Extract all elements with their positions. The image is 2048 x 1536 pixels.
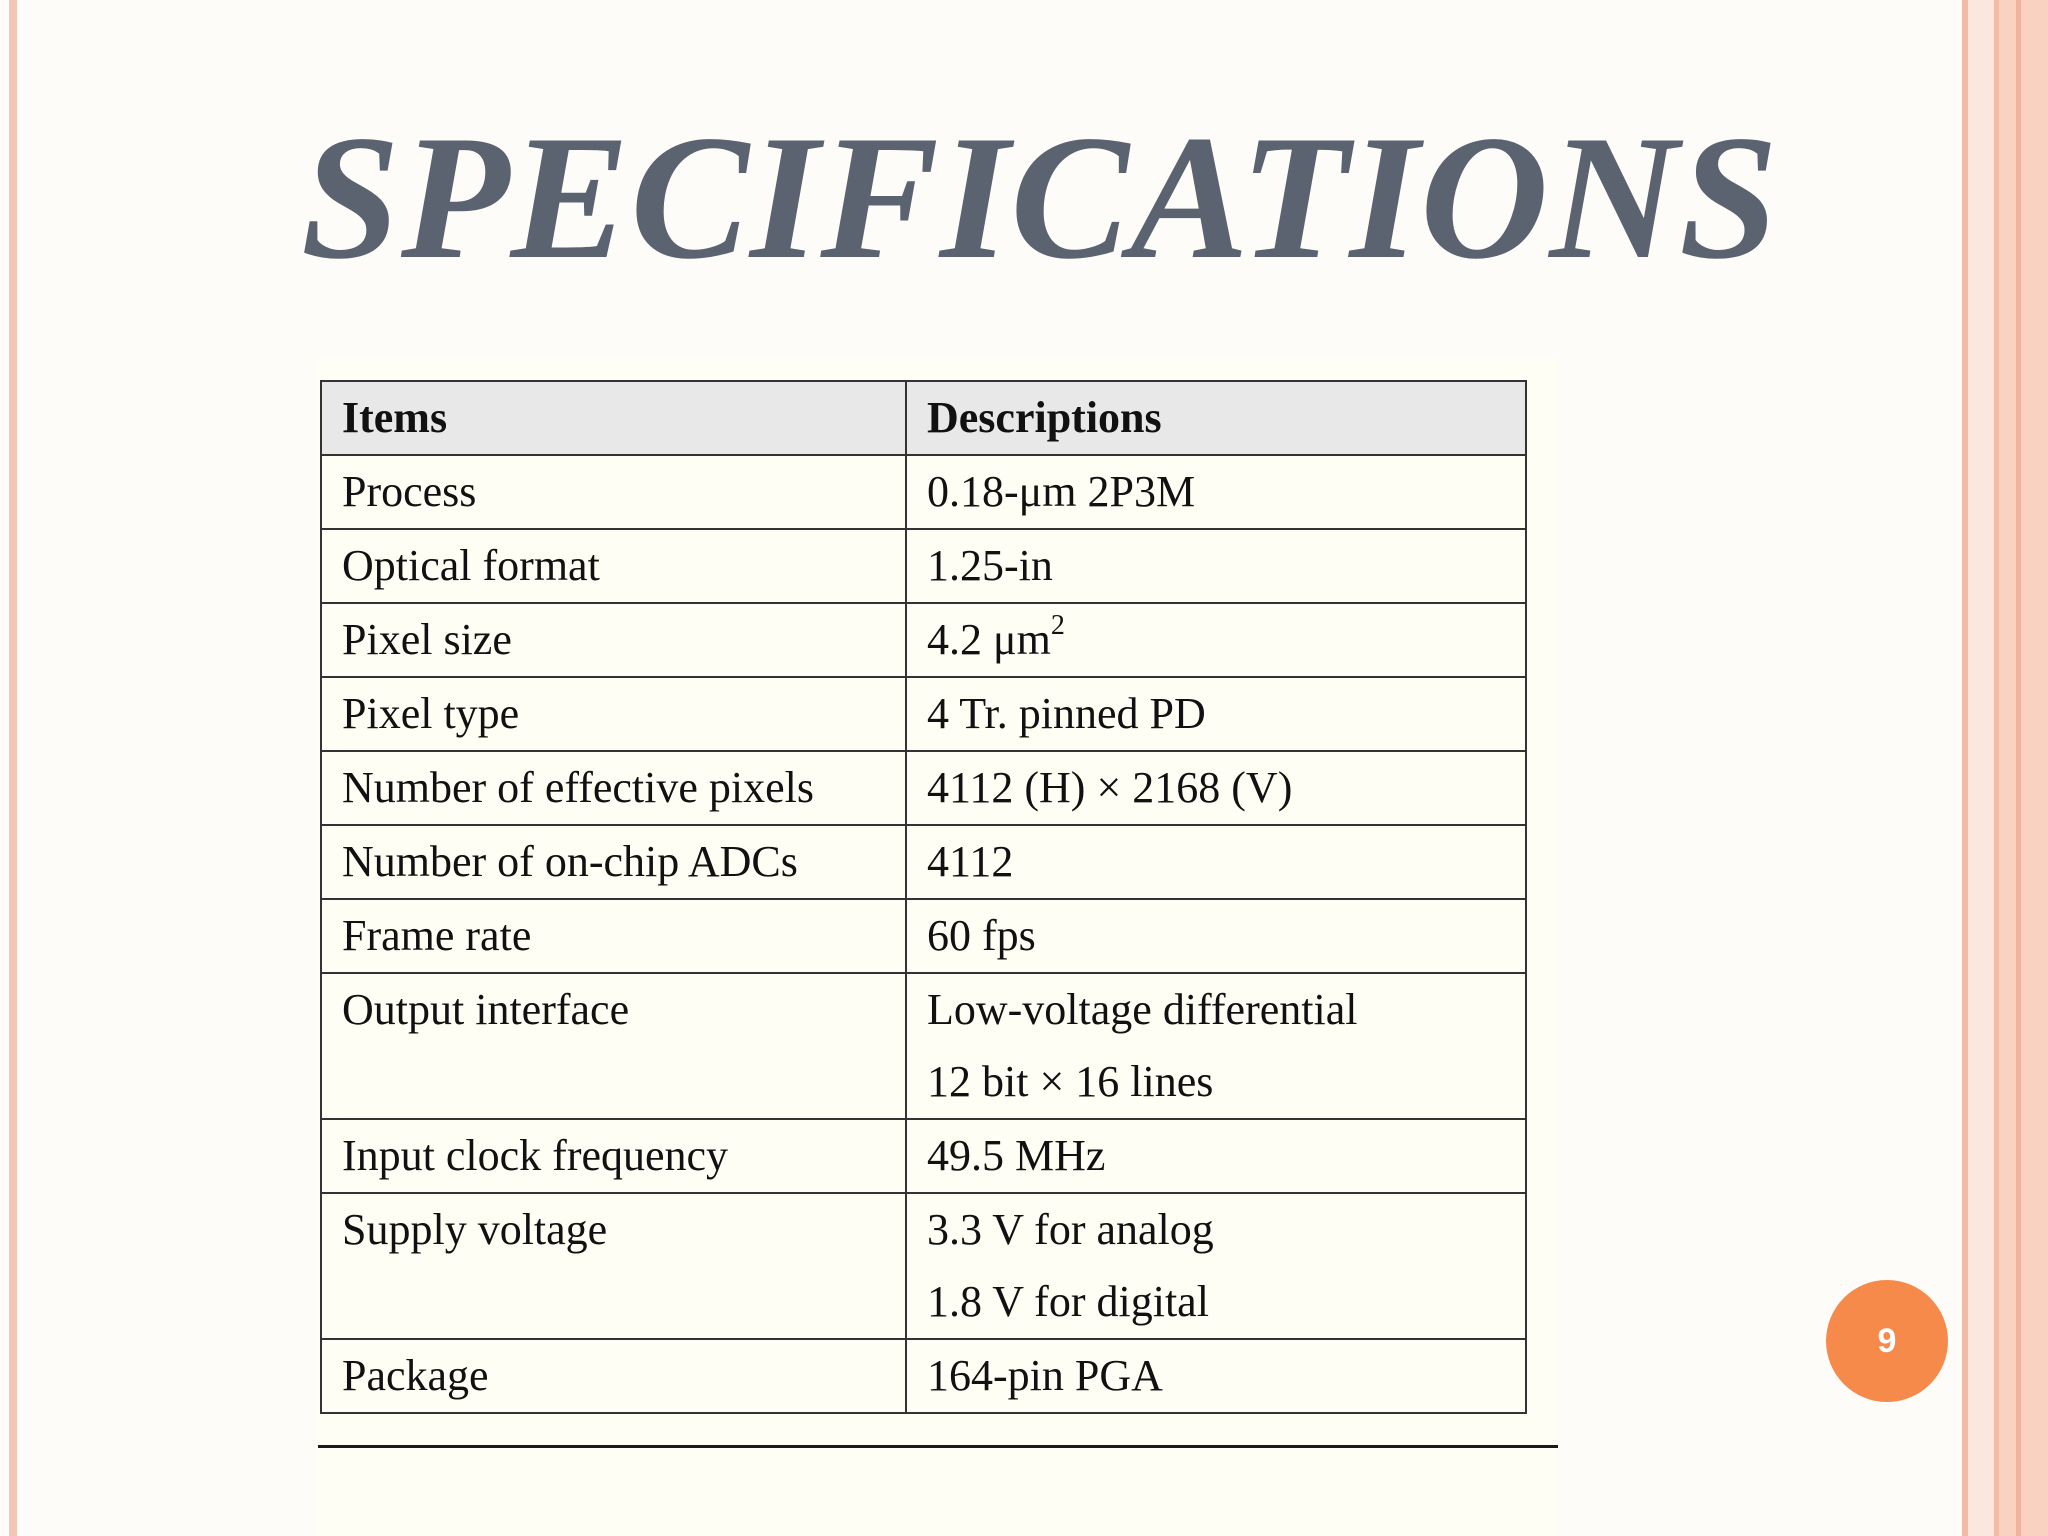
description-line: 12 bit × 16 lines — [927, 1057, 1214, 1106]
description-cell: 4 Tr. pinned PD — [906, 677, 1526, 751]
description-cell — [906, 973, 1526, 1119]
page-number-badge: 9 — [1826, 1280, 1948, 1402]
superscript: 2 — [1050, 610, 1065, 642]
item-cell: Package — [321, 1339, 906, 1413]
description-cell: 4112 — [906, 825, 1526, 899]
description-cell: 164-pin PGA — [906, 1339, 1526, 1413]
table-row — [321, 1193, 1526, 1339]
table-row — [321, 455, 1526, 529]
slide-title: SPECIFICATIONS — [300, 98, 1780, 296]
table-bottom-rule — [318, 1445, 1558, 1448]
item-cell: Input clock frequency — [321, 1119, 906, 1193]
table-row — [321, 825, 1526, 899]
item-cell: Number of effective pixels — [321, 751, 906, 825]
item-cell: Frame rate — [321, 899, 906, 973]
description-cell: 4112 (H) × 2168 (V) — [906, 751, 1526, 825]
table-row — [321, 1339, 1526, 1413]
description-cell: 60 fps — [906, 899, 1526, 973]
item-cell: Supply voltage — [321, 1193, 906, 1339]
item-cell: Output interface — [321, 973, 906, 1119]
description-line: 3.3 V for analog — [927, 1205, 1214, 1254]
description-cell — [906, 1193, 1526, 1339]
table-row — [321, 899, 1526, 973]
description-cell: 1.25-in — [906, 529, 1526, 603]
description-text: 4.2 μm — [927, 615, 1051, 664]
description-cell: 49.5 MHz — [906, 1119, 1526, 1193]
description-cell — [906, 603, 1526, 677]
item-cell: Pixel size — [321, 603, 906, 677]
item-cell: Process — [321, 455, 906, 529]
description-line: Low-voltage differential — [927, 985, 1358, 1034]
column-header-descriptions: Descriptions — [906, 381, 1526, 455]
table-row — [321, 529, 1526, 603]
column-header-items: Items — [321, 381, 906, 455]
description-cell: 0.18-μm 2P3M — [906, 455, 1526, 529]
table-row — [321, 603, 1526, 677]
table-row — [321, 1119, 1526, 1193]
description-line: 1.8 V for digital — [927, 1277, 1209, 1326]
table-row — [321, 677, 1526, 751]
item-cell: Number of on-chip ADCs — [321, 825, 906, 899]
table-header-row — [321, 381, 1526, 455]
item-cell: Pixel type — [321, 677, 906, 751]
table-row — [321, 973, 1526, 1119]
table-row — [321, 751, 1526, 825]
specifications-table — [320, 380, 1527, 1414]
item-cell: Optical format — [321, 529, 906, 603]
